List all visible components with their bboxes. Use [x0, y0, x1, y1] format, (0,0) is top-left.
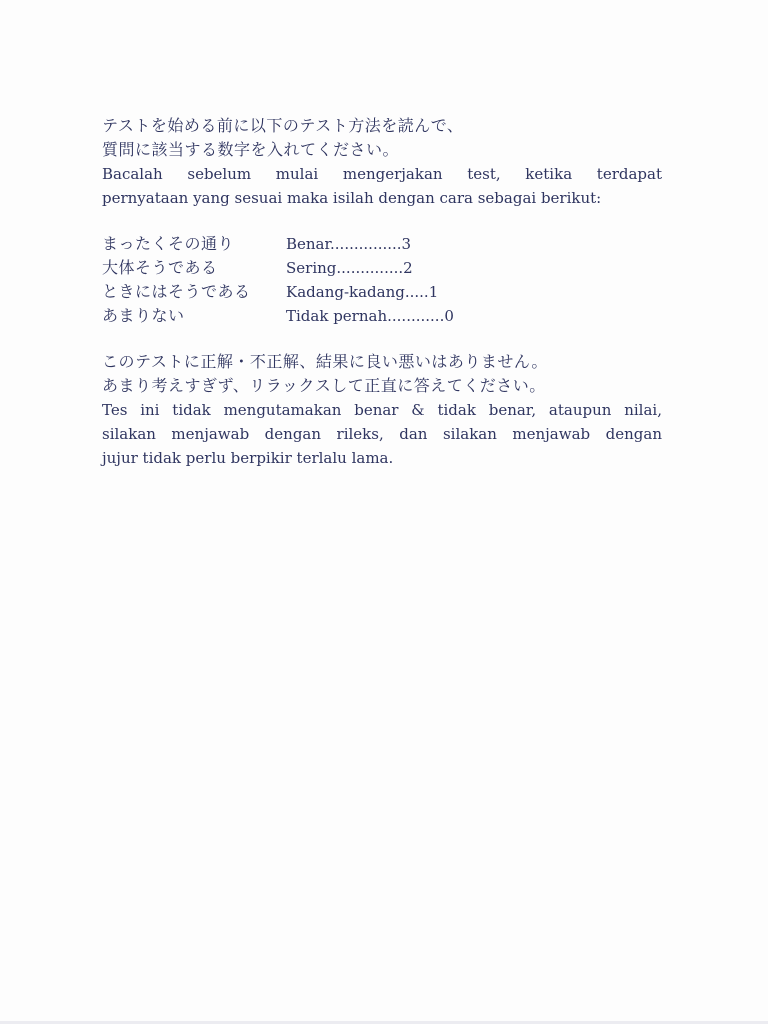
scale-id-label: Benar...............3 — [286, 235, 412, 253]
scale-row-tidak-pernah — [102, 304, 662, 328]
scale-row-sering — [102, 256, 662, 280]
scale-id-label: Sering..............2 — [286, 259, 413, 277]
note-id-line-2: silakan menjawab dengan rileks, dan silakan menjawab dengan — [102, 425, 662, 443]
scale-jp-label: あまりない — [102, 306, 185, 325]
section-gap — [102, 328, 662, 350]
note-id-line-1: Tes ini tidak mengutamakan benar & tidak benar, ataupun nilai, — [102, 401, 662, 419]
intro-jp-line-2: 質問に該当する数字を入れてください。 — [102, 140, 400, 159]
scale-jp-label: 大体そうである — [102, 258, 218, 277]
scale-jp-label: まったくその通り — [102, 234, 235, 253]
scale-id-label: Kadang-kadang.....1 — [286, 283, 439, 301]
scale-id-label: Tidak pernah............0 — [286, 307, 454, 325]
scale-row-kadang — [102, 280, 662, 304]
intro-id-line-2: pernyataan yang sesuai maka isilah dengan cara sebagai berikut: — [102, 189, 602, 207]
note-jp-line-1: このテストに正解・不正解、結果に良い悪いはありません。 — [102, 352, 548, 371]
instructions-block — [102, 114, 662, 470]
note-id-line-3: jujur tidak perlu berpikir terlalu lama. — [102, 449, 394, 467]
note-jp-line-2: あまり考えすぎず、リラックスして正直に答えてください。 — [102, 376, 546, 395]
intro-id-line-1: Bacalah sebelum mulai mengerjakan test, ketika terdapat — [102, 165, 662, 183]
scale-row-benar — [102, 232, 662, 256]
section-gap — [102, 210, 662, 232]
scale-jp-label: ときにはそうである — [102, 282, 251, 301]
intro-jp-line-1: テストを始める前に以下のテスト方法を読んで、 — [102, 116, 464, 135]
